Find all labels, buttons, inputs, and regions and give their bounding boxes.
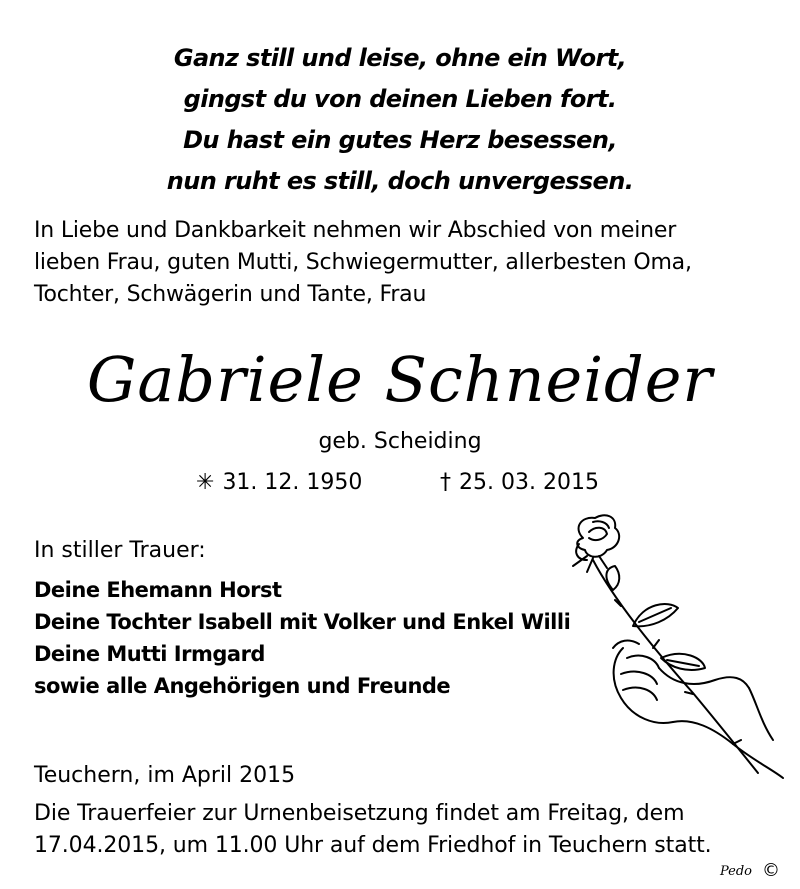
poem-line: gingst du von deinen Lieben fort.	[183, 85, 617, 113]
funeral-line: 17.04.2015, um 11.00 Uhr auf dem Friedhof in Teuchern statt.	[34, 833, 712, 858]
place-and-date: Teuchern, im April 2015	[34, 763, 296, 788]
obituary-notice	[8, 8, 792, 881]
intro-text	[34, 215, 784, 311]
funeral-line: Die Trauerfeier zur Urnenbeisetzung findet am Freitag, dem	[34, 801, 685, 826]
mourning-heading: In stiller Trauer:	[34, 538, 206, 563]
rose-in-hand-icon	[543, 508, 793, 788]
death-cross-icon: †	[440, 470, 451, 495]
artist-signature: Pedo	[719, 864, 752, 879]
birth-date: 31. 12. 1950	[222, 470, 363, 495]
intro-line: lieben Frau, guten Mutti, Schwiegermutter, allerbesten Oma,	[34, 250, 692, 275]
intro-line: In Liebe und Dankbarkeit nehmen wir Abschied von meiner	[34, 218, 677, 243]
mourner-line: Deine Tochter Isabell mit Volker und Enkel Willi	[34, 610, 571, 634]
mourner-line: Deine Mutti Irmgard	[34, 642, 265, 666]
life-dates	[8, 468, 792, 498]
birth-date-group	[196, 468, 362, 498]
mourner-line: sowie alle Angehörigen und Freunde	[34, 674, 451, 698]
death-date-group	[440, 468, 599, 498]
poem-line: Du hast ein gutes Herz besessen,	[183, 126, 617, 154]
poem	[8, 38, 792, 202]
mourner-line: Deine Ehemann Horst	[34, 578, 282, 602]
birth-name: geb. Scheiding	[318, 429, 482, 454]
poem-line: nun ruht es still, doch unvergessen.	[166, 167, 634, 195]
birth-star-icon: ✳	[196, 470, 215, 495]
mourner-list	[34, 574, 570, 702]
intro-line: Tochter, Schwägerin und Tante, Frau	[34, 282, 427, 307]
copyright-icon: ©	[762, 860, 780, 881]
deceased-name: Gabriele Schneider	[86, 343, 714, 416]
funeral-info	[34, 798, 784, 862]
death-date: 25. 03. 2015	[459, 470, 599, 495]
poem-line: Ganz still und leise, ohne ein Wort,	[173, 44, 627, 72]
